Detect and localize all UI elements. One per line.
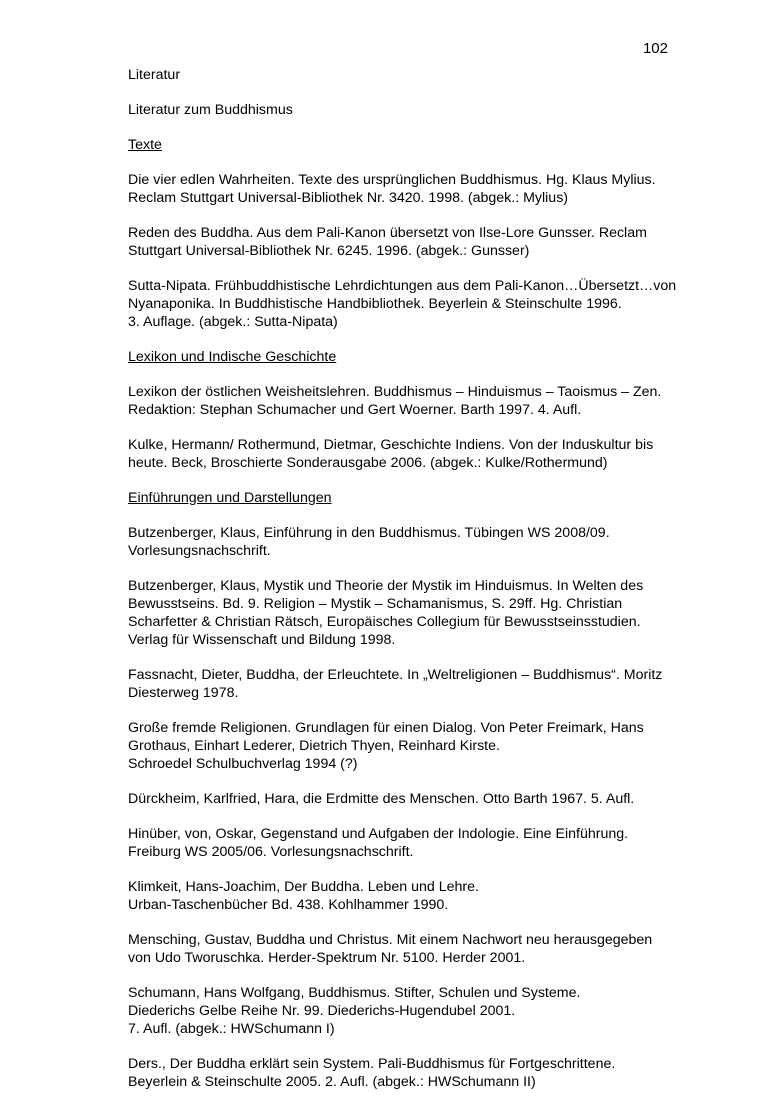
bibliography-entry bbox=[128, 277, 688, 331]
entry-line: Kulke, Hermann/ Rothermund, Dietmar, Geschichte Indiens. Von der Induskultur bis bbox=[128, 437, 654, 453]
bibliography-entry bbox=[128, 383, 688, 419]
entry-line: Diesterweg 1978. bbox=[128, 685, 239, 701]
bibliography-entry bbox=[128, 1055, 688, 1091]
section-title: Einführungen und Darstellungen bbox=[128, 490, 332, 506]
entry-line: Beyerlein & Steinschulte 2005. 2. Aufl. (abgek.: HWSchumann II) bbox=[128, 1074, 536, 1090]
entry-line: Grothaus, Einhart Lederer, Dietrich Thyen, Reinhard Kirste. bbox=[128, 738, 500, 754]
entry-line: Schumann, Hans Wolfgang, Buddhismus. Stifter, Schulen und Systeme. bbox=[128, 985, 581, 1001]
bibliography-entry bbox=[128, 878, 688, 914]
entry-line: Klimkeit, Hans-Joachim, Der Buddha. Leben und Lehre. bbox=[128, 879, 479, 895]
entry-line: Mensching, Gustav, Buddha und Christus. Mit einem Nachwort neu herausgegeben bbox=[128, 932, 653, 948]
entry-line: Verlag für Wissenschaft und Bildung 1998. bbox=[128, 632, 396, 648]
entry-line: Große fremde Religionen. Grundlagen für einen Dialog. Von Peter Freimark, Hans bbox=[128, 720, 644, 736]
bibliography-entry bbox=[128, 436, 688, 472]
bibliography-entry bbox=[128, 524, 688, 560]
bibliography-content bbox=[128, 66, 688, 1108]
entry-line: von Udo Tworuschka. Herder-Spektrum Nr. 5100. Herder 2001. bbox=[128, 950, 526, 966]
entry-line: 3. Auflage. (abgek.: Sutta-Nipata) bbox=[128, 314, 338, 330]
bibliography-entry bbox=[128, 666, 688, 702]
entry-line: Fassnacht, Dieter, Buddha, der Erleuchtete. In „Weltreligionen – Buddhismus“. Moritz bbox=[128, 667, 663, 683]
entry-line: Reclam Stuttgart Universal-Bibliothek Nr. 3420. 1998. (abgek.: Mylius) bbox=[128, 190, 569, 206]
bibliography-entry bbox=[128, 577, 688, 649]
bibliography-entry bbox=[128, 224, 688, 260]
entry-line: Ders., Der Buddha erklärt sein System. Pali-Buddhismus für Fortgeschrittene. bbox=[128, 1056, 616, 1072]
entry-line: Reden des Buddha. Aus dem Pali-Kanon übersetzt von Ilse-Lore Gunsser. Reclam bbox=[128, 225, 647, 241]
entry-line: 7. Aufl. (abgek.: HWSchumann I) bbox=[128, 1021, 335, 1037]
entry-line: Diederichs Gelbe Reihe Nr. 99. Diederichs-Hugendubel 2001. bbox=[128, 1003, 516, 1019]
entry-line: Vorlesungsnachschrift. bbox=[128, 543, 271, 559]
entry-line: Redaktion: Stephan Schumacher und Gert Woerner. Barth 1997. 4. Aufl. bbox=[128, 402, 582, 418]
entry-line: Dürckheim, Karlfried, Hara, die Erdmitte des Menschen. Otto Barth 1967. 5. Aufl. bbox=[128, 791, 635, 807]
bibliography-entry bbox=[128, 825, 688, 861]
entry-line: Sutta-Nipata. Frühbuddhistische Lehrdichtungen aus dem Pali-Kanon…Übersetzt…von bbox=[128, 278, 677, 294]
entry-line: heute. Beck, Broschierte Sonderausgabe 2006. (abgek.: Kulke/Rothermund) bbox=[128, 455, 608, 471]
entry-line: Freiburg WS 2005/06. Vorlesungsnachschrift. bbox=[128, 844, 414, 860]
entry-line: Scharfetter & Christian Rätsch, Europäisches Collegium für Bewusstseinsstudien. bbox=[128, 614, 641, 630]
bibliography-entry bbox=[128, 984, 688, 1038]
entry-line: Nyanaponika. In Buddhistische Handbibliothek. Beyerlein & Steinschulte 1996. bbox=[128, 296, 622, 312]
entry-line: Hinüber, von, Oskar, Gegenstand und Aufgaben der Indologie. Eine Einführung. bbox=[128, 826, 629, 842]
page-heading: Literatur bbox=[128, 67, 181, 83]
page-number: 102 bbox=[642, 40, 668, 57]
section-title: Texte bbox=[128, 137, 162, 153]
section-title: Lexikon und Indische Geschichte bbox=[128, 349, 337, 365]
entry-line: Schroedel Schulbuchverlag 1994 (?) bbox=[128, 756, 358, 772]
entry-line: Bewusstseins. Bd. 9. Religion – Mystik – Schamanismus, S. 29ff. Hg. Christian bbox=[128, 596, 623, 612]
entry-line: Butzenberger, Klaus, Einführung in den Buddhismus. Tübingen WS 2008/09. bbox=[128, 525, 610, 541]
bibliography-entry bbox=[128, 931, 688, 967]
entry-line: Stuttgart Universal-Bibliothek Nr. 6245. 1996. (abgek.: Gunsser) bbox=[128, 243, 530, 259]
entry-line: Die vier edlen Wahrheiten. Texte des ursprünglichen Buddhismus. Hg. Klaus Mylius. bbox=[128, 172, 656, 188]
bibliography-entry bbox=[128, 790, 688, 808]
entry-line: Butzenberger, Klaus, Mystik und Theorie der Mystik im Hinduismus. In Welten des bbox=[128, 578, 644, 594]
entry-line: Urban-Taschenbücher Bd. 438. Kohlhammer 1990. bbox=[128, 897, 449, 913]
bibliography-entry bbox=[128, 719, 688, 773]
bibliography-entry bbox=[128, 171, 688, 207]
page-subheading: Literatur zum Buddhismus bbox=[128, 102, 293, 118]
entry-line: Lexikon der östlichen Weisheitslehren. Buddhismus – Hinduismus – Taoismus – Zen. bbox=[128, 384, 662, 400]
